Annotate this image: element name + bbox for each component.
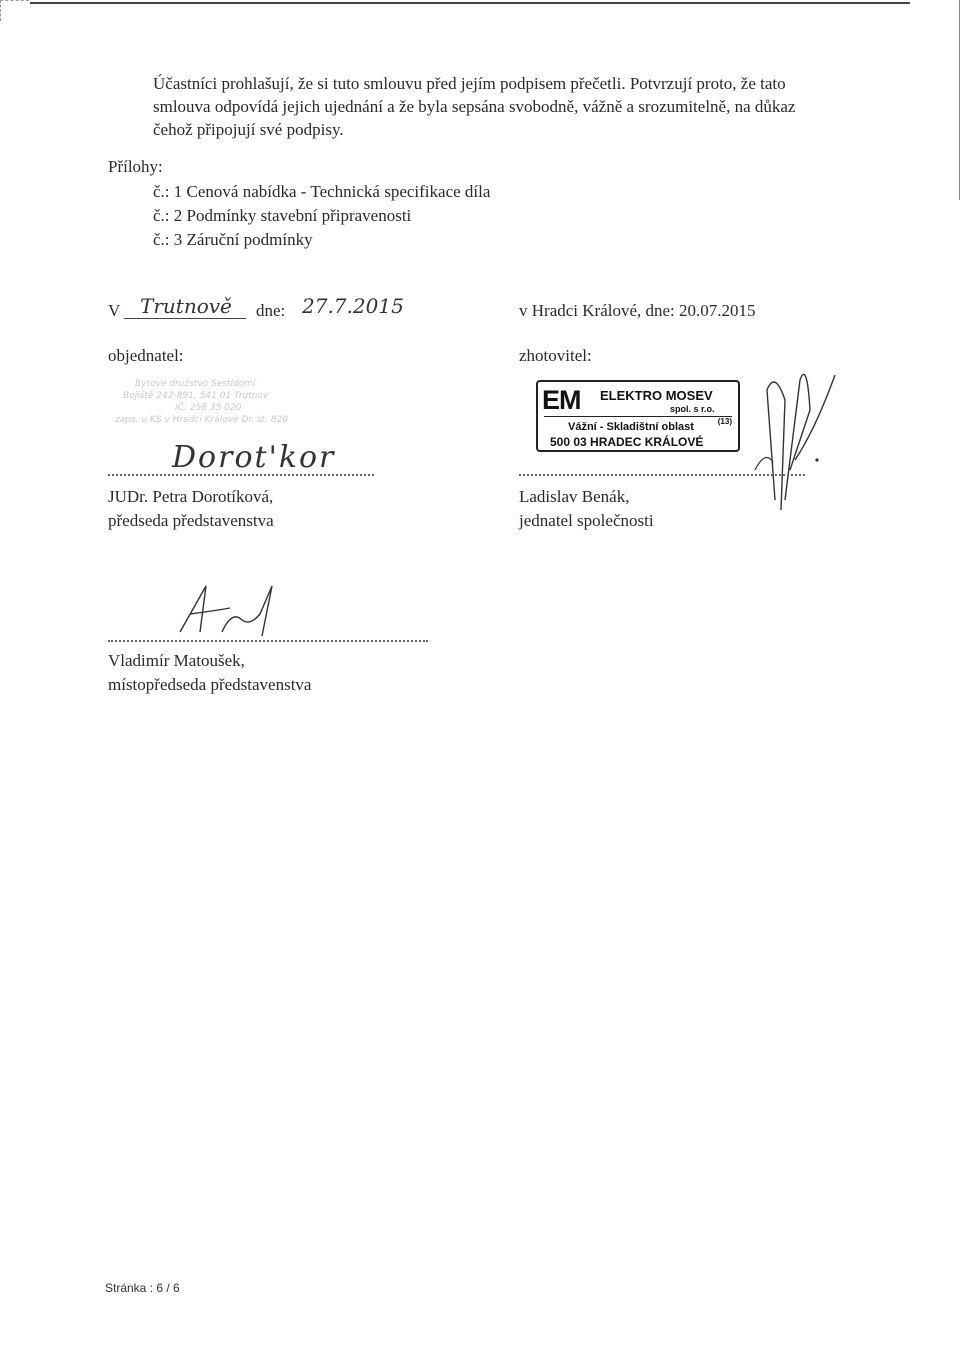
agreement-line-1: Účastníci prohlašují, že si tuto smlouvu před jejím podpisem přečetli. Potvrzují proto, že tato — [153, 74, 786, 93]
top-edge-line — [30, 2, 910, 4]
attachment-item-3: č.: 3 Záruční podmínky — [153, 230, 313, 249]
client-place-prefix: V — [108, 301, 121, 320]
contractor-signature-line — [519, 474, 805, 476]
stamp-address-line-1: Vážní - Skladištní oblast — [568, 421, 694, 433]
client-stamp-line-3: IČ: 258 35 020 — [175, 403, 242, 413]
contractor-place-date: v Hradci Králové, dne: 20.07.2015 — [519, 301, 756, 320]
client-stamp-line-4: zaps. u KS v Hradci Králové Dr. st. 820 — [115, 415, 289, 425]
contractor-signatory-name: Ladislav Benák, — [519, 487, 630, 506]
contractor-signature-icon — [745, 350, 845, 530]
attachment-item-2: č.: 2 Podmínky stavební připravenosti — [153, 206, 412, 225]
company-logo-icon: EM — [542, 385, 581, 415]
vice-chair-signature-line — [108, 640, 428, 642]
client-signatory-name: JUDr. Petra Dorotíková, — [108, 487, 274, 506]
stamp-company-name: ELEKTRO MOSEV — [600, 388, 713, 403]
attachment-item-1: č.: 1 Cenová nabídka - Technická specifikace díla — [153, 182, 491, 201]
client-place-handwritten: Trutnově — [140, 294, 232, 318]
contractor-stamp — [536, 380, 740, 452]
scan-corner-mark — [0, 0, 29, 21]
attachments-heading: Přílohy: — [108, 157, 163, 176]
client-signature: Dorot'kor — [172, 440, 336, 475]
client-signature-line — [108, 474, 374, 476]
client-place-underline — [124, 318, 246, 319]
agreement-paragraph — [153, 72, 893, 141]
client-stamp-line-1: Bytové družstvo Sestidomí — [135, 379, 256, 389]
vice-chair-role: místopředseda představenstva — [108, 675, 312, 694]
vice-chair-name: Vladimír Matoušek, — [108, 651, 245, 670]
client-date-label: dne: — [256, 301, 286, 320]
client-date-handwritten: 27.7.2015 — [302, 294, 404, 318]
vice-chair-signature-icon — [160, 580, 300, 640]
agreement-line-3: čehož připojují své podpisy. — [153, 120, 344, 139]
agreement-line-2: smlouva odpovídá jejich ujednání a že byla sepsána svobodně, vážně a srozumitelně, na důkaz — [153, 97, 796, 116]
stamp-number: (13) — [717, 417, 732, 426]
client-signatory-role: předseda představenstva — [108, 511, 274, 530]
stamp-legal-form: spol. s r.o. — [670, 404, 715, 414]
client-label: objednatel: — [108, 346, 184, 365]
page-number: Stránka : 6 / 6 — [105, 1281, 180, 1295]
client-stamp-line-2: Bojiště 242-891, 541 01 Trutnov — [123, 391, 269, 401]
stamp-address-line-2: 500 03 HRADEC KRÁLOVÉ — [550, 435, 704, 449]
stamp-divider — [544, 416, 732, 417]
contractor-signatory-role: jednatel společnosti — [519, 511, 654, 530]
contractor-label: zhotovitel: — [519, 346, 592, 365]
